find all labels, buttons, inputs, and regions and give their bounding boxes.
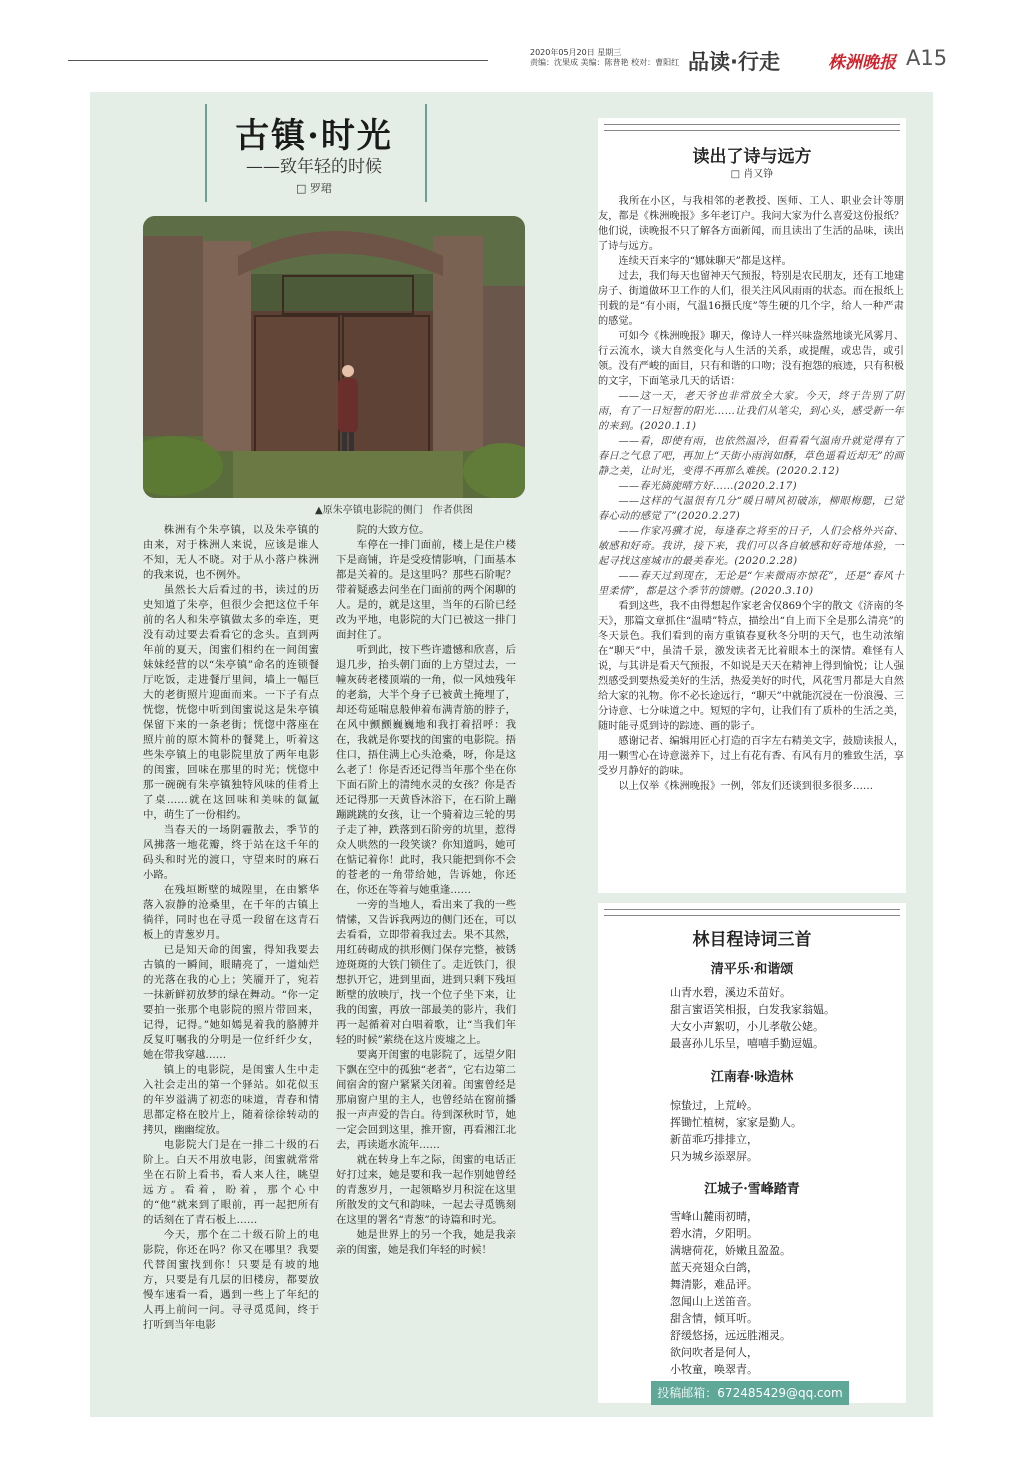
paragraph: 株洲有个朱亭镇，以及朱亭镇的由来，对于株洲人来说，应该是谁人不知，无人不晓。对于从小落户株洲的我来说，也不例外。: [143, 524, 319, 581]
article-title: 古镇·时光: [235, 116, 393, 156]
poem-line: 小牧童，唤翠青。: [670, 1363, 758, 1376]
quoted-weather-note: ——作家冯骥才说，每逢春之将至的日子，人们会格外兴奋、敏感和好奇。我讲，接下来，我们可以各自敏感和好奇地体验，一起寻找这座城市的最美春光。(2020.2.28): [598, 526, 904, 567]
poem-body: [670, 1208, 890, 1378]
section-name: 品读·行走: [688, 50, 780, 74]
paragraph: 我所在小区，与我相邻的老教授、医师、工人、职业会计等朋友，都是《株洲晚报》多年老订户。我问大家为什么喜爱这份报纸？他们说，读晚报不只了解各方面新闻，而且读出了生活的品味，读出了诗与远方。: [598, 196, 904, 252]
article-author: □ 罗珺: [296, 182, 332, 195]
article-subtitle: ——致年轻的时候: [246, 157, 382, 177]
poem-line: 最喜孙儿乐呈，嘻嘻手勤逗媪。: [670, 1037, 824, 1050]
paragraph: 镇上的电影院，是闺蜜人生中走入社会走出的第一个驿站。如花似玉的年岁溢满了初恋的味道，青春和情思都定格在胶片上，随着徐徐转动的拷贝，幽幽绽放。: [143, 1064, 319, 1136]
paragraph: 已是知天命的闺蜜，得知我要去古镇的一瞬间，眼睛亮了，一道灿烂的光落在我的心上；笑靥开了，宛若一抹新鲜初放梦的绿在舞动。“你一定要拍一张那个电影院的照片带回来，记得，记得。”她如嫣晃着我的胳膊并反复叮嘱我的分明是一位纤纤少女，她在带我穿越……: [143, 944, 319, 1061]
page-number: A15: [906, 46, 948, 70]
paragraph: 就在转身上车之际，闺蜜的电话正好打过来，她是要和我一起作别她曾经的青葱岁月，一起领略岁月积淀在这里所散发的文气和韵味，一起去寻觅镌刻在这里的署名“青葱”的诗篇和时光。: [336, 1154, 516, 1226]
box-top-rule: [604, 124, 900, 131]
sidebar-article-box: [598, 118, 906, 893]
quoted-weather-note: ——看，即使有雨，也依然温冷，但看看气温南升就觉得有了春日之气息了吧，再加上“天街小雨润如酥，草色遥看近却无”的画静之美，让时光，变得不再那么难挨。(2020.2.12): [598, 436, 904, 477]
paragraph: 当春天的一场阴霾散去，季节的风拂落一地花瓣，终于站在这千年的码头和时光的渡口，守望来时的麻石小路。: [143, 824, 319, 881]
poem-line: 忽闻山上送笛音。: [670, 1295, 758, 1308]
cinema-gate-image: [143, 216, 525, 498]
poem-line: 惊蛰过，上荒岭。: [670, 1099, 758, 1112]
article-column-2: [336, 523, 516, 1258]
poem-line: 雪峰山麓雨初晴，: [670, 1210, 758, 1223]
poem-title: 江城子·雪峰踏青: [704, 1182, 800, 1197]
photo-caption: ▲原朱亭镇电影院的侧门 作者供图: [315, 505, 473, 516]
submission-email: 投稿邮箱：672485429@qq.com: [651, 1381, 849, 1405]
sidebar-author: □ 肖又铮: [730, 169, 774, 180]
poem-body: [670, 1097, 890, 1165]
paragraph: 听到此，按下些许遗憾和欣喜，后退几步，抬头朝门面的上方望过去，一幢灰砖老楼顶端的一角，似一风烛残年的老翁，大半个身子已被黄土掩埋了，却还苟延喘息般伸着布满青筋的脖子，在风中颤颤巍巍地和我打着招呼：我在，我就是你要找的闺蜜的电影院。捂住口，捂住满上心头沧桑，呀，你是这么老了！你是否还记得当年那个坐在你下面石阶上的清纯水灵的女孩？你是否还记得那一天黄昏沐浴下，在石阶上蹦蹦跳跳的女孩，让一个骑着边三轮的男子走了神，跌落到石阶旁的坑里，惹得众人哄然的一段笑谈？你知道吗，她可在惦记着你！此时，我只能把到你不会的苍老的一角带给她，告诉她，你还在，你还在等着与她重逢……: [336, 644, 516, 896]
paragraph: 今天，那个在二十级石阶上的电影院，你还在吗？你又在哪里？我要代替闺蜜找到你！只要是有坡的地方，只要是有几层的旧楼房，都要放慢车速看一看，遇到一些上了年纪的人再上前问一问。寻寻觅觅间，终于打听到当年电影: [143, 1229, 319, 1331]
poems-box: [598, 903, 906, 1403]
poem-line: 蓝天亮翅众白鸽，: [670, 1261, 758, 1274]
paragraph: 可如今《株洲晚报》聊天，像诗人一样兴味盎然地谈光风雾月、行云流水，谈大自然变化与人生活的关系，或提醒，或忠告，或引领。没有严峻的面目，只有和谐的口吻；没有抱怨的痕迹，只有积极的文字，下面笔录几天的话语：: [598, 331, 904, 387]
newspaper-logo: 株洲晚报: [828, 53, 896, 73]
paragraph: 一旁的当地人，看出来了我的一些情愫，又告诉我两边的侧门还在，可以去看看，立即带着我过去。果不其然，用红砖砌成的拱形侧门保存完整，被锈迹斑斑的大铁门锁住了。走近铁门，很想扒开它，进到里面，进到只剩下残垣断壁的放映厅，找一个位子坐下来，让我的闺蜜，再放一部最美的影片，我们再一起循着对白唱着歌，让“当我们年轻的时候”萦绕在这片废墟之上。: [336, 899, 516, 1046]
paragraph: 电影院大门是在一排二十级的石阶上。白天不用放电影，闺蜜就常常坐在石阶上看书，看人来人往，眺望远方。看着，盼着，那个心中的“他”就来到了眼前，再一起把所有的话刻在了青石板上……: [143, 1139, 319, 1226]
paragraph: 要离开闺蜜的电影院了，远望夕阳下飘在空中的孤独“老者”，它右边第二间宿舍的窗户紧紧关闭着。闺蜜曾经是那扇窗户里的主人，也曾经站在窗前播报一声声爱的告白。待到深秋时节，她一定会回到这里，推开窗，再看湘江北去，再读逝水流年……: [336, 1049, 516, 1151]
box-top-rule: [604, 909, 900, 916]
poem-line: 舞清影，难品评。: [670, 1278, 758, 1291]
sidebar-body: [598, 194, 904, 794]
poem-title: 江南春·咏造林: [710, 1070, 794, 1085]
paragraph: 院的大致方位。: [356, 524, 430, 536]
paragraph: 过去，我们每天也留神天气预报，特别是农民朋友，还有工地建房子、街道做环卫工作的人们，很关注风风雨雨的状态。而在报纸上刊载的是“有小雨，气温16摄氏度”等生硬的几个字，给人一种严肃的感觉。: [598, 271, 904, 327]
editor-credits: 责编：沈果成 美编：陈普艳 校对：曹阳红: [530, 58, 680, 67]
issue-date: 2020年05月20日 星期三: [530, 48, 622, 57]
poem-line: 满塘荷花，娇嫩且盈盈。: [670, 1244, 791, 1257]
poem-line: 舒缓悠扬，远远胜湘灵。: [670, 1329, 791, 1342]
paragraph: 在残垣断壁的城隍里，在由繁华落入寂静的沧桑里，在千年的古镇上徜徉，同时也在寻觅一段留在这青石板上的青葱岁月。: [143, 884, 319, 941]
quoted-weather-note: ——这样的气温很有几分“暖日晴风初破冻，柳眼梅腮，已觉春心动的感觉了”(2020.2.27): [598, 496, 904, 522]
header-meta: [530, 48, 690, 68]
quoted-weather-note: ——春天过到现在，无论是“乍来微雨亦惊花”，还是“春风十里柔情”，都是这个季节的馈赠。(2020.3.10): [598, 571, 904, 597]
poems-title: 林目程诗词三首: [692, 930, 812, 950]
poem-title: 清平乐·和谐颂: [710, 962, 794, 977]
paragraph: 车停在一排门面前，楼上是住户楼下是商铺，许是受疫情影响，门面基本都是关着的。是这里吗？那些石阶呢？带着疑惑去问坐在门面前的两个闲聊的人。是的，就是这里，当年的石阶已经改为平地，电影院的大门已被这一排门面封住了。: [336, 539, 516, 641]
quoted-weather-note: ——这一天，老天爷也非常放全大家。今天，终于告别了阴雨，有了一日短暂的阳光……让我们从笔尖，到心头，感受新一年的来到。(2020.1.1): [598, 391, 904, 432]
poem-line: 只为城乡添翠屏。: [670, 1150, 758, 1163]
poem-line: 甜含情，倾耳听。: [670, 1312, 758, 1325]
quoted-weather-note: ——春光旖旎晴方好……(2020.2.17): [618, 481, 797, 492]
article-column-1: [143, 523, 319, 1333]
sidebar-title: 读出了诗与远方: [692, 147, 812, 167]
poem-line: 欲问吹者是何人，: [670, 1346, 758, 1359]
poem-line: 碧水清，夕阳明。: [670, 1227, 758, 1240]
header-rule: [68, 60, 488, 61]
paragraph: 看到这些，我不由得想起作家老舍仅869个字的散文《济南的冬天》，那篇文章抓住“温晴”特点，描绘出“自上而下全是那么清亮”的冬天景色。我们看到的南方重镇春夏秋冬分明的天气，也生动浓缩在“聊天”中，虽清千景，激发读者无比着眼本土的深情。难怪有人说，与其讲是看天气预报，不如说是天天在精神上得到愉悦；让人强烈感受到要热爱美好的生活，热爱美好的时代，风花雪月都是大自然给大家的礼物。你不必长途远行，“聊天”中就能沉浸在一份浪漫、三分诗意、七分味道之中。短短的字句，让我们有了质朴的生活之美，随时能寻觅到诗的踪迹、画的影子。: [598, 601, 904, 732]
poem-line: 甜言蜜语笑相报，白发我家翁媪。: [670, 1003, 835, 1016]
paragraph: 以上仅举《株洲晚报》一例，邻友们还谈到很多很多……: [618, 781, 874, 792]
poem-line: 大女小声絮叨，小儿孝敬公姥。: [670, 1020, 824, 1033]
poem-line: 山青水碧，溪边禾苗好。: [670, 986, 791, 999]
poem-line: 挥锄忙植树，家家是勤人。: [670, 1116, 802, 1129]
article-photo: [143, 216, 525, 498]
paragraph: 她是世界上的另一个我，她是我亲亲的闺蜜，她是我们年轻的时候！: [336, 1229, 516, 1256]
paragraph: 连续天百来字的“娜妹聊天”都是这样。: [618, 256, 792, 267]
paragraph: 感谢记者、编辑用匠心打造的百字左右精美文字，鼓励读报人，用一颗雪心在诗意滋养下，过上有花有香、有风有月的雅致生活，享受岁月静好的韵味。: [598, 736, 904, 777]
poem-body: [670, 984, 890, 1052]
poem-line: 新苗乖巧排排立，: [670, 1133, 758, 1146]
paragraph: 虽然长大后看过的书，读过的历史知道了朱亭，但很少会把这位千年前的名人和朱亭镇做太多的牵连，更没有动过要去看看它的念头。直到两年前的夏天，闺蜜们相约在一间闺蜜妹妹经营的以“朱亭镇”命名的连锁餐厅吃饭，走进餐厅里间，墙上一幅巨大的老街照片迎面而来。一下子有点恍惚，恍惚中听到闺蜜说这是朱亭镇保留下来的一条老街；恍惚中落座在照片前的原木简朴的餐凳上，听着这些朱亭镇上的电影院里放了两年电影的闺蜜，回味在那里的时光；恍惚中那一碗碗有朱亭镇独特风味的佳肴上了桌……就在这回味和美味的氤氲中，萌生了一份相约。: [143, 584, 319, 821]
